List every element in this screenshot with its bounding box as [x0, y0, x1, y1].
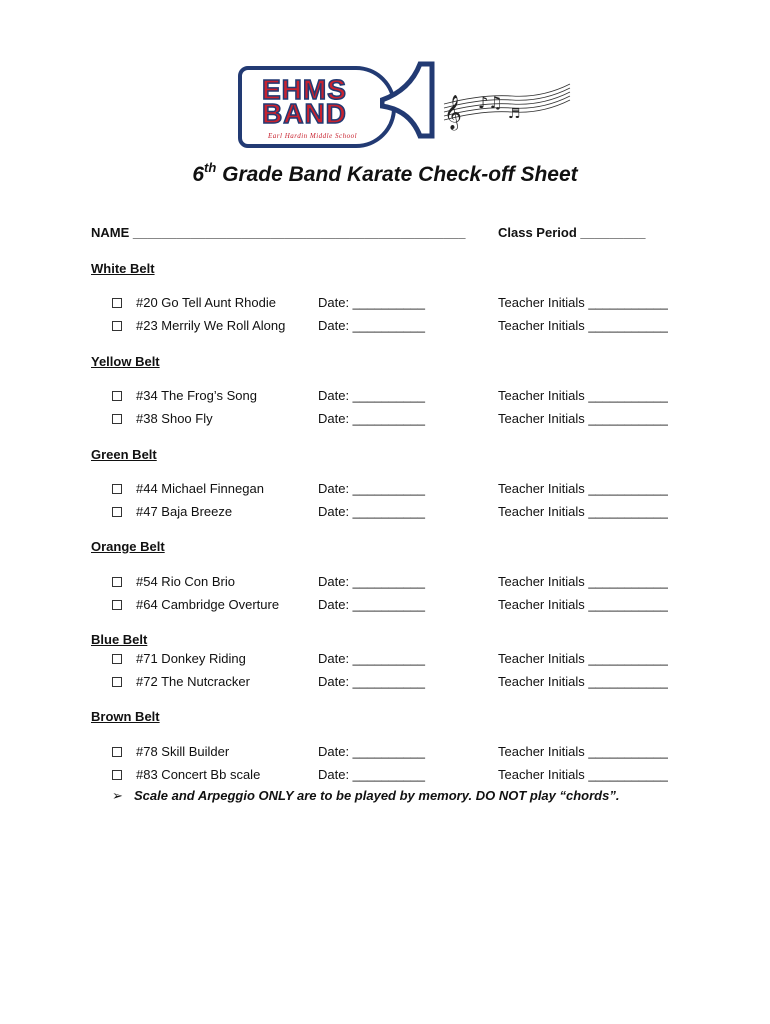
song-title: #83 Concert Bb scale [136, 767, 261, 782]
checkbox[interactable] [112, 770, 122, 780]
checkbox[interactable] [112, 600, 122, 610]
teacher-initials-field: Teacher Initials ___________ [498, 767, 668, 782]
song-title: #72 The Nutcracker [136, 674, 250, 689]
checkoff-item [112, 744, 682, 764]
checkbox[interactable] [112, 298, 122, 308]
checkoff-item [112, 674, 682, 694]
date-field: Date: __________ [318, 767, 425, 782]
belt-title: Green Belt [91, 447, 157, 462]
svg-text:♬: ♬ [508, 106, 521, 122]
checkbox[interactable] [112, 414, 122, 424]
svg-text:♪♫: ♪♫ [478, 93, 503, 112]
belt-title: Blue Belt [91, 632, 148, 647]
memory-note-text: Scale and Arpeggio ONLY are to be played by memory. DO NOT play “chords”. [134, 788, 620, 803]
logo-school-name: Earl Hardin Middle School [268, 132, 358, 140]
teacher-initials-field: Teacher Initials ___________ [498, 674, 668, 689]
checkbox[interactable] [112, 321, 122, 331]
title-text: Grade Band Karate Check-off Sheet [216, 163, 578, 186]
svg-text:𝄞: 𝄞 [444, 95, 462, 130]
checkbox[interactable] [112, 677, 122, 687]
checkoff-item [112, 481, 682, 501]
date-field: Date: __________ [318, 481, 425, 496]
date-field: Date: __________ [318, 318, 425, 333]
title-grade-number: 6 [192, 163, 204, 186]
memory-note [112, 788, 619, 804]
song-title: #44 Michael Finnegan [136, 481, 264, 496]
page-title [0, 160, 770, 187]
checkoff-item [112, 388, 682, 408]
checkoff-item [112, 767, 682, 787]
song-title: #38 Shoo Fly [136, 411, 213, 426]
logo-line2: BAND [262, 98, 347, 129]
horn-bell-icon [380, 60, 440, 140]
teacher-initials-field: Teacher Initials ___________ [498, 597, 668, 612]
song-title: #78 Skill Builder [136, 744, 230, 759]
teacher-initials-field: Teacher Initials ___________ [498, 574, 668, 589]
checkbox[interactable] [112, 577, 122, 587]
class-period-field: Class Period _________ [498, 225, 646, 240]
date-field: Date: __________ [318, 651, 425, 666]
song-title: #64 Cambridge Overture [136, 597, 280, 612]
checkoff-item [112, 597, 682, 617]
teacher-initials-field: Teacher Initials ___________ [498, 504, 668, 519]
teacher-initials-field: Teacher Initials ___________ [498, 318, 668, 333]
name-field: NAME ______________________________________________ [91, 225, 466, 240]
song-title: #54 Rio Con Brio [136, 574, 235, 589]
checkbox[interactable] [112, 747, 122, 757]
song-title: #20 Go Tell Aunt Rhodie [136, 295, 276, 310]
teacher-initials-field: Teacher Initials ___________ [498, 411, 668, 426]
checkoff-item [112, 651, 682, 671]
date-field: Date: __________ [318, 388, 425, 403]
date-field: Date: __________ [318, 744, 425, 759]
date-field: Date: __________ [318, 295, 425, 310]
title-ordinal-suffix: th [204, 160, 217, 175]
checkbox[interactable] [112, 654, 122, 664]
checkbox[interactable] [112, 391, 122, 401]
teacher-initials-field: Teacher Initials ___________ [498, 481, 668, 496]
belt-title: Yellow Belt [91, 354, 160, 369]
teacher-initials-field: Teacher Initials ___________ [498, 388, 668, 403]
date-field: Date: __________ [318, 411, 425, 426]
checkoff-item [112, 411, 682, 431]
teacher-initials-field: Teacher Initials ___________ [498, 651, 668, 666]
checkoff-item [112, 295, 682, 315]
music-notes-icon [442, 74, 572, 134]
checkbox[interactable] [112, 484, 122, 494]
song-title: #71 Donkey Riding [136, 651, 246, 666]
ehms-band-logo [230, 60, 570, 146]
logo-line1: EHMS [262, 74, 347, 105]
checkbox[interactable] [112, 507, 122, 517]
date-field: Date: __________ [318, 574, 425, 589]
teacher-initials-field: Teacher Initials ___________ [498, 295, 668, 310]
belt-title: White Belt [91, 261, 155, 276]
date-field: Date: __________ [318, 504, 425, 519]
date-field: Date: __________ [318, 674, 425, 689]
checkoff-item [112, 318, 682, 338]
logo-badge [238, 66, 396, 148]
song-title: #23 Merrily We Roll Along [136, 318, 286, 333]
song-title: #34 The Frog’s Song [136, 388, 257, 403]
arrow-bullet-icon: ➢ [112, 788, 123, 803]
checkoff-item [112, 574, 682, 594]
checkoff-item [112, 504, 682, 524]
belt-title: Brown Belt [91, 709, 160, 724]
belt-title: Orange Belt [91, 539, 165, 554]
teacher-initials-field: Teacher Initials ___________ [498, 744, 668, 759]
song-title: #47 Baja Breeze [136, 504, 233, 519]
date-field: Date: __________ [318, 597, 425, 612]
